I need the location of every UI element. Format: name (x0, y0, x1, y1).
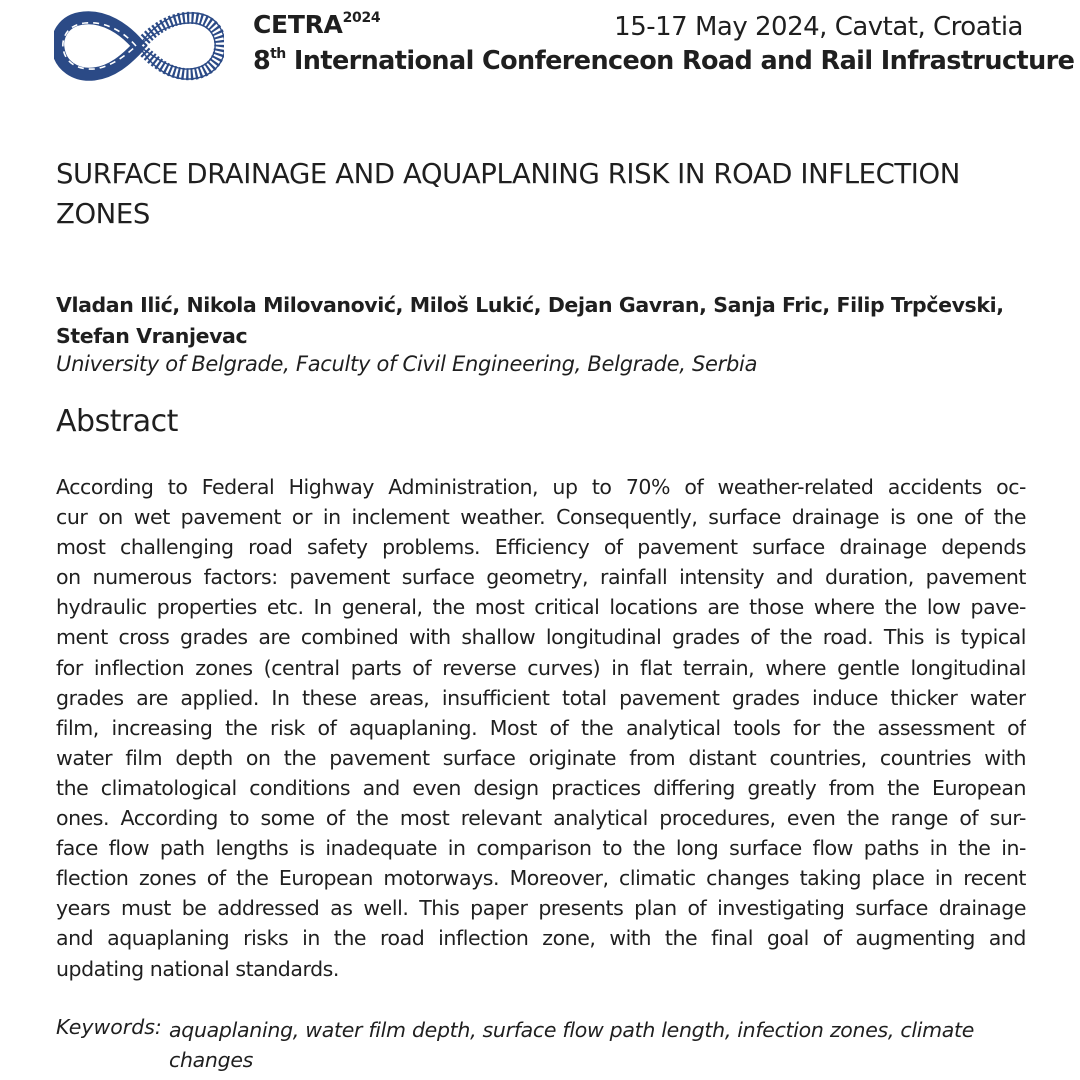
abstract-line: water film depth on the pavement surface originate from distant countries, countries with (56, 745, 1026, 770)
conference-year: 2024 (342, 9, 381, 26)
abstract-line: years must be addressed as well. This paper presents plan of investigating surface drainage (56, 896, 1026, 921)
paper-title: SURFACE DRAINAGE AND AQUAPLANING RISK IN ROAD INFLECTION ZONES (56, 158, 960, 230)
abstract-line: on numerous factors: pavement surface geometry, rainfall intensity and duration, pavement (56, 565, 1026, 590)
author-affiliation: University of Belgrade, Faculty of Civil Engineering, Belgrade, Serbia (56, 352, 758, 376)
abstract-line: grades are applied. In these areas, insufficient total pavement grades induce thicker water (56, 685, 1026, 710)
abstract-line: hydraulic properties etc. In general, the most critical locations are those where the low pave- (56, 595, 1026, 620)
edition-suffix: th (270, 45, 286, 62)
abstract-line: updating national standards. (56, 956, 339, 981)
conference-full-title: 8th International Conferenceon Road and Rail Infrastructure (253, 45, 1075, 76)
keywords-label: Keywords: (56, 1015, 162, 1039)
infinity-road-rail-logo-icon (54, 10, 224, 82)
abstract-line: most challenging road safety problems. Efficiency of pavement surface drainage depends (56, 535, 1026, 560)
abstract-body (56, 472, 1026, 984)
abstract-line: According to Federal Highway Administration, up to 70% of weather-related accidents oc- (56, 475, 1026, 499)
conference-name: $CETRA^{2024}$ (253, 9, 381, 39)
abstract-line: ones. According to some of the most relevant analytical procedures, even the range of sur- (56, 806, 1026, 831)
keywords-text: aquaplaning, water film depth, surface flow path length, infection zones, climate changes (169, 1018, 975, 1072)
edition-number: 8 (253, 46, 271, 76)
abstract-line: flection zones of the European motorways. Moreover, climatic changes taking place in recent (56, 866, 1026, 891)
abstract-heading: Abstract (56, 404, 178, 439)
paper-authors: Vladan Ilić, Nikola Milovanović, Miloš Lukić, Dejan Gavran, Sanja Fric, Filip Trpčevski, Stefan Vranjevac (56, 293, 1004, 348)
abstract-line: film, increasing the risk of aquaplaning. Most of the analytical tools for the assessment of (56, 715, 1026, 740)
abstract-line: and aquaplaning risks in the road inflection zone, with the final goal of augmenting and (56, 926, 1026, 951)
abstract-line: ment cross grades are combined with shallow longitudinal grades of the road. This is typical (56, 625, 1026, 650)
abstract-line: cur on wet pavement or in inclement weather. Consequently, surface drainage is one of the (56, 505, 1026, 530)
abstract-line: face flow path lengths is inadequate in comparison to the long surface flow paths in the in- (56, 836, 1026, 861)
conference-header-top (253, 6, 1023, 42)
abstract-line: the climatological conditions and even design practices differing greatly from the European (56, 775, 1026, 800)
conference-date-location: 15-17 May 2024, Cavtat, Croatia (614, 12, 1023, 42)
abstract-line: for inflection zones (central parts of reverse curves) in flat terrain, where gentle longitudinal (56, 655, 1026, 680)
